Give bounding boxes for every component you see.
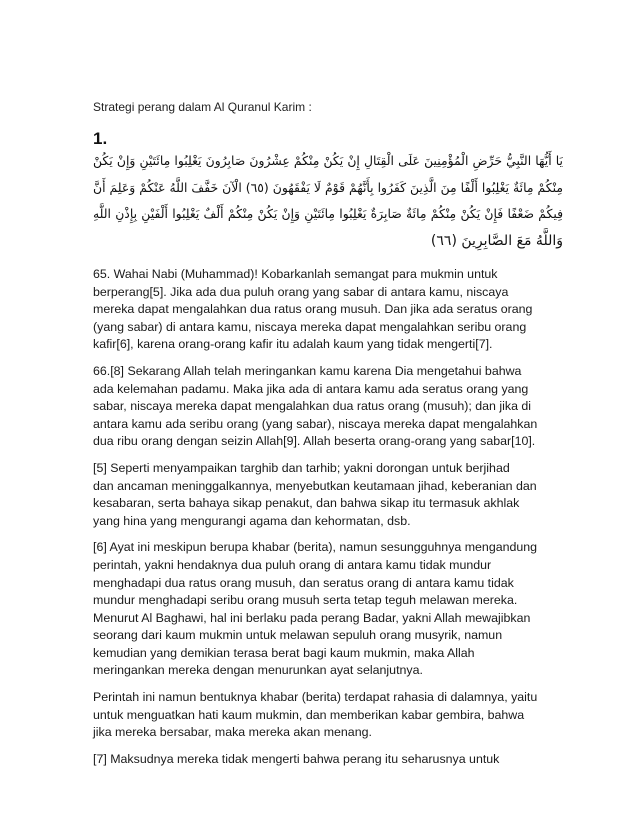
text-line: sabar, niscaya mereka dapat mengalahkan dua ratus orang (musuh); dan jika di bbox=[93, 399, 532, 414]
text-line: kemudian yang demikian terasa berat bagi kaum mukmin, maka Allah bbox=[93, 645, 475, 660]
arabic-verse-line: يَا أَيُّهَا النَّبِيُّ حَرِّضِ الْمُؤْمِنِينَ عَلَى الْقِتَالِ إِنْ يَكُنْ مِنْكُمْ عِشْرُونَ صَابِرُونَ يَغْلِبُوا مِائَتَيْنِ وَإِنْ يَكُنْ bbox=[93, 153, 563, 168]
translation-verse-65 bbox=[93, 266, 563, 354]
document-body bbox=[93, 266, 563, 777]
text-line: mereka dapat mengalahkan dua ratus orang musuh. Dan jika ada seratus orang bbox=[93, 302, 533, 317]
footnote-7 bbox=[93, 751, 563, 769]
text-line: [6] Ayat ini meskipun berupa khabar (berita), namun sesungguhnya mengandung bbox=[93, 540, 538, 555]
translation-verse-66 bbox=[93, 363, 563, 451]
text-line: 66.[8] Sekarang Allah telah meringankan kamu karena Dia mengetahui bahwa bbox=[93, 363, 522, 378]
text-line: [7] Maksudnya mereka tidak mengerti bahwa perang itu seharusnya untuk bbox=[93, 751, 500, 766]
text-line: mundur menghadapi seribu orang musuh serta tetap teguh melawan mereka. bbox=[93, 593, 518, 608]
text-line: Perintah ini namun bentuknya khabar (berita) terdapat rahasia di dalamnya, yaitu bbox=[93, 690, 538, 705]
text-line: meringankan mereka dengan menurunkan ayat selanjutnya. bbox=[93, 663, 423, 678]
footnote-6 bbox=[93, 539, 563, 680]
item-number: 1. bbox=[93, 129, 108, 148]
text-line: antara kamu ada seribu orang (yang sabar), niscaya mereka dapat mengalahkan bbox=[93, 416, 538, 431]
text-line: (yang sabar) di antara kamu, niscaya mereka dapat mengalahkan seribu orang bbox=[93, 319, 527, 334]
text-line: perintah, yakni hendaknya dua puluh orang di antara kamu tidak mundur bbox=[93, 557, 492, 572]
text-line: 65. Wahai Nabi (Muhammad)! Kobarkanlah semangat para mukmin untuk bbox=[93, 267, 498, 281]
text-line: yang hina yang mengurangi agama dan kehormatan, dsb. bbox=[93, 513, 411, 528]
footnote-5 bbox=[93, 460, 563, 530]
text-line: kesabaran, serta bahaya sikap penakut, dan bahwa sikap itu termasuk akhlak bbox=[93, 496, 520, 511]
text-line: [5] Seperti menyampaikan targhib dan tarhib; yakni dorongan untuk berjihad bbox=[93, 460, 510, 475]
text-line: untuk menguatkan hati kaum mukmin, dan memberikan kabar gembira, bahwa bbox=[93, 707, 525, 722]
text-line: seorang dari kaum mukmin untuk melawan sepuluh orang musyrik, namun bbox=[93, 628, 503, 643]
text-line: kafir[6], karena orang-orang kafir itu adalah kaum yang tidak mengerti[7]. bbox=[93, 337, 493, 352]
page-title: Strategi perang dalam Al Quranul Karim : bbox=[93, 100, 312, 114]
text-line: berperang[5]. Jika ada dua puluh orang yang sabar di antara kamu, niscaya bbox=[93, 284, 509, 299]
arabic-verse-block bbox=[93, 148, 563, 254]
text-line: menghadapi dua ratus orang musuh, dan seratus orang di antara kamu tidak bbox=[93, 575, 514, 590]
arabic-verse-line: مِنْكُمْ مِائَةٌ يَغْلِبُوا أَلْفًا مِنَ الَّذِينَ كَفَرُوا بِأَنَّهُمْ قَوْمٌ لَا يَفْقَهُونَ (٦٥) الْآنَ خَفَّفَ اللَّهُ عَنْكُمْ وَعَلِمَ أَنَّ bbox=[93, 179, 563, 195]
text-line: ada kelemahan padamu. Maka jika ada di antara kamu ada seratus orang yang bbox=[93, 381, 529, 396]
footnote-6-continued bbox=[93, 689, 563, 742]
arabic-verse-line: فِيكُمْ ضَعْفًا فَإِنْ يَكُنْ مِنْكُمْ مِائَةٌ صَابِرَةٌ يَغْلِبُوا مِائَتَيْنِ وَإِنْ يَكُنْ مِنْكُمْ أَلْفٌ يَغْلِبُوا أَلْفَيْنِ بِإِذْنِ اللَّهِ bbox=[93, 206, 563, 221]
text-line: Menurut Al Baghawi, hal ini berlaku pada perang Badar, yakni Allah mewajibkan bbox=[93, 610, 531, 625]
text-line: jika mereka bersabar, maka mereka akan menang. bbox=[93, 725, 372, 740]
text-line: dua ribu orang dengan seizin Allah[9]. Allah beserta orang-orang yang sabar[10]. bbox=[93, 434, 536, 449]
arabic-verse-line: وَاللَّهُ مَعَ الصَّابِرِينَ (٦٦) bbox=[430, 232, 563, 249]
text-line: dan ancaman meninggalkannya, menyebutkan keutamaan jihad, keberanian dan bbox=[93, 478, 537, 493]
